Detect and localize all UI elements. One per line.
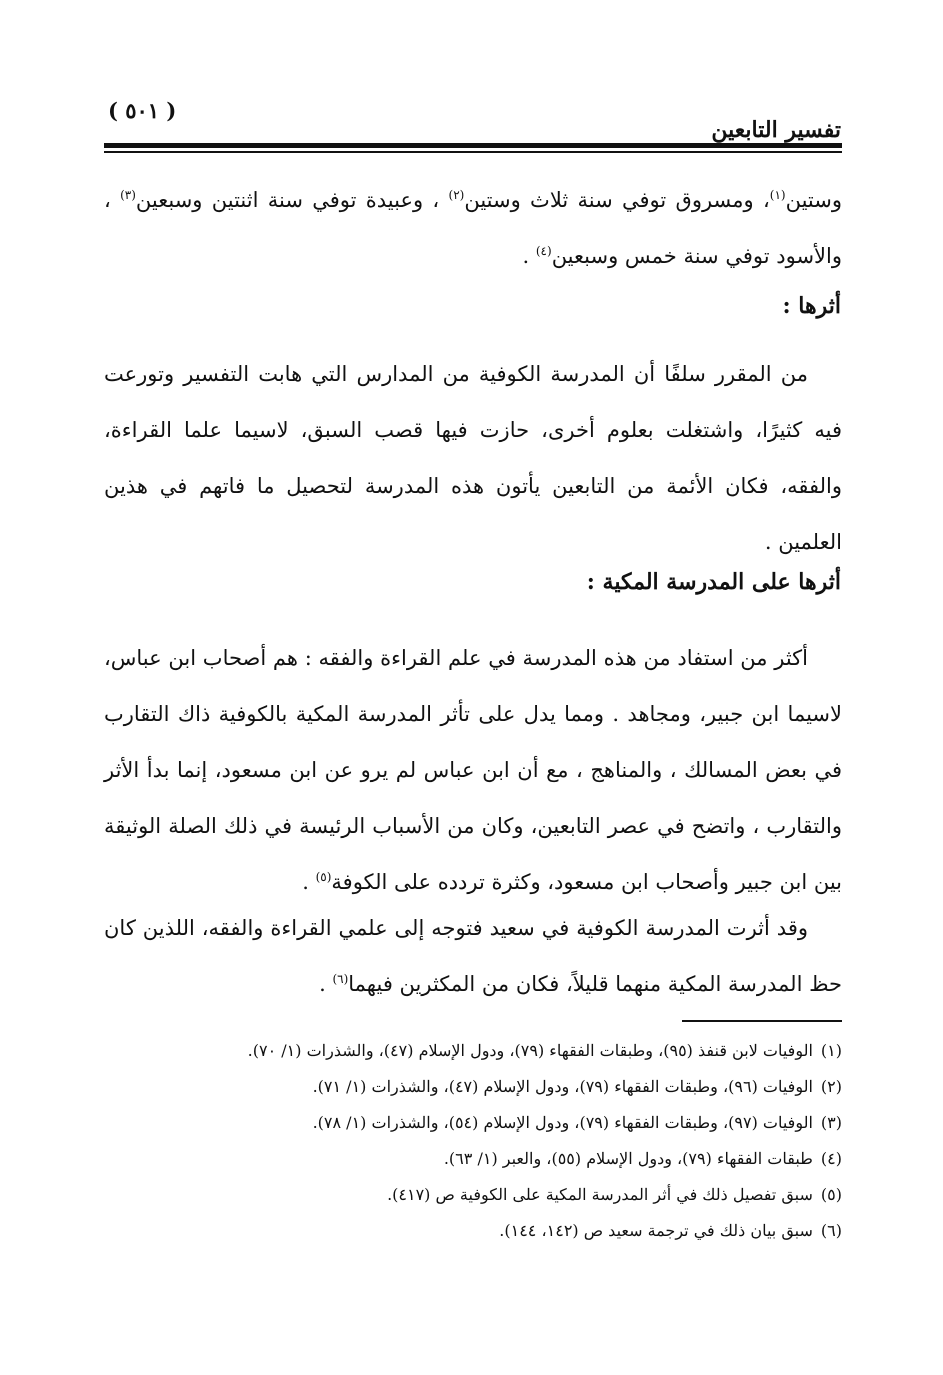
footnotes-list [104,1033,842,1249]
footnote-ref-3[interactable]: (٣) [120,188,136,202]
header-rule-thin [104,151,842,153]
section-heading-impact: أثرها : [782,293,841,319]
paragraph-text: . [319,972,333,996]
page-number: ( ٥٠١ ) [108,98,177,123]
footnote-number: (٥) [820,1185,842,1204]
footnote-item [104,1105,842,1141]
footnote-text: سبق تفصيل ذلك في أثر المدرسة المكية على الكوفية ص (٤١٧). [387,1185,813,1204]
footnote-text: الوفيات (٩٧)، وطبقات الفقهاء (٧٩)، ودول الإسلام (٥٤)، والشذرات (١/ ٧٨). [312,1113,813,1132]
paragraph-text: وقد أثرت المدرسة الكوفية في سعيد فتوجه إلى علمي القراءة والفقه، اللذين كان حظ المدرسة المكية منهما قليلاً، فكان من المكثرين فيهما [104,916,842,996]
footnote-separator [682,1020,842,1022]
footnote-ref-6[interactable]: (٦) [332,972,349,986]
footnote-ref-5[interactable]: (٥) [315,870,332,884]
paragraph-text: ، وعبيدة توفي سنة اثنتين وسبعين [135,188,449,212]
paragraph-text: ، والأسود توفي سنة خمس وسبعين [104,188,842,268]
footnote-number: (٦) [820,1221,842,1240]
paragraph-text: أكثر من استفاد من هذه المدرسة في علم القراءة والفقه : هم أصحاب ابن عباس، لاسيما ابن جبير، ومجاهد . ومما يدل على تأثر المدرسة المكية بالكوفية ذاك التقارب في بعض المسالك ، والمناهج ، مع أن ابن عباس لم يرو عن ابن مسعود، إنما بدأ الأثر والتقارب ، واتضح في عصر التابعين، وكان من الأسباب الرئيسة في ذلك الصلة الوثيقة بين ابن جبير وأصحاب ابن مسعود، وكثرة تردده على الكوفة [104,646,842,894]
footnote-text: الوفيات لابن قنفذ (٩٥)، وطبقات الفقهاء (٧٩)، ودول الإسلام (٤٧)، والشذرات (١/ ٧٠). [247,1041,813,1060]
footnote-number: (١) [820,1041,842,1060]
paragraph-text: . [302,870,316,894]
footnote-text: الوفيات (٩٦)، وطبقات الفقهاء (٧٩)، ودول الإسلام (٤٧)، والشذرات (١/ ٧١). [312,1077,813,1096]
section-heading-impact-on-makkah: أثرها على المدرسة المكية : [586,569,841,595]
footnote-ref-2[interactable]: (٢) [448,188,465,202]
paragraph-text: ، ومسروق توفي سنة ثلاث وستين [464,188,770,212]
running-title: تفسير التابعين [711,117,841,143]
paragraph-text: . [522,244,536,268]
paragraph-ibn-abbas-students [104,630,842,910]
footnote-ref-1[interactable]: (١) [769,188,786,202]
footnote-number: (٣) [820,1113,842,1132]
header-rule-thick [104,143,842,148]
footnote-item [104,1177,842,1213]
footnote-text: سبق بيان ذلك في ترجمة سعيد ص (١٤٢، ١٤٤). [499,1221,813,1240]
footnote-item [104,1213,842,1249]
footnote-number: (٢) [820,1077,842,1096]
footnote-number: (٤) [820,1149,842,1168]
footnote-ref-4[interactable]: (٤) [535,244,552,258]
paragraph-said-influence [104,900,842,1012]
footnote-item [104,1033,842,1069]
paragraph-death-dates [104,172,842,284]
paragraph-kufa-school: من المقرر سلفًا أن المدرسة الكوفية من المدارس التي هابت التفسير وتورعت فيه كثيرًا، واشتغلت بعلوم أخرى، حازت فيها قصب السبق، لاسيما علما القراءة، والفقه، فكان الأئمة من التابعين يأتون هذه المدرسة لتحصيل ما فاتهم في هذين العلمين . [104,362,842,554]
footnote-text: طبقات الفقهاء (٧٩)، ودول الإسلام (٥٥)، والعبر (١/ ٦٣). [443,1149,813,1168]
footnote-item [104,1069,842,1105]
paragraph-text: وستين [785,188,842,212]
footnote-item [104,1141,842,1177]
